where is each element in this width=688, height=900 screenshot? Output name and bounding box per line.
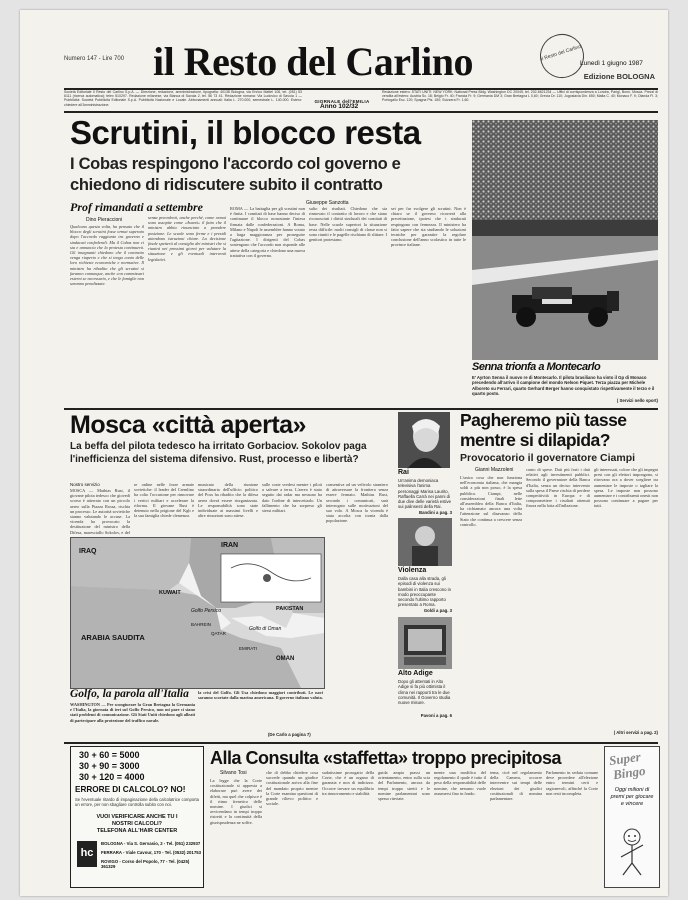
lead-col-4: sulto dei risultati. Chiedono che sia rinnovato il contratto di lavoro e che siano riconosciuti i diritti sindacali dei comitati di base. Nelle scuole superiori la situazione resta difficile: molti consigli di classe non si sono riuniti e le pagelle rischiano di slittare. I genitori protestano. [309,206,387,243]
library-stamp: il Resto del Carlino [534,28,589,83]
lead-byline-right: Giuseppe Sanzotta [306,200,349,206]
gulf-map [70,537,325,689]
consulta-headline: Alla Consulta «staffetta» troppo precipitosa [210,748,562,768]
imprint-right: Redazione estero: STATI UNITI: NEW YORK: National Press Bldg. Washington DC 20045, tel. 202-6621234 — Uffici di corrispondenza a Londra, Parigi, Bonn, Mosca. Prezzi di vendita all'estero: Austria Sc. 18; Belgio Fr. 40; Francia Fr. 9; Germania DM 3; Gran Bretagna L 0,60; Grecia Dr. 110; Jugoslavia Din. 650; Malta C. 40; Monaco F. 9; Olanda Fl. 3; Portogallo Esc. 120; Spagna Pts. 150; Svizzera Fr. 1,60. [382,90,658,103]
map-label-kuwait: KUWAIT [159,590,181,596]
ad-address-3: ROVIGO - Corso del Popolo, 77 - Tel. (0425) 361329 [101,859,190,869]
altoadige-ref: Pavoni a pag. 6 [420,713,452,718]
mosca-byline: Nostro servizio [70,482,100,487]
tasse-byline: Gianni Mazzoleni [475,467,514,473]
consulta-col-4: guida ampia prassi un orientamento, entro sulla scia del Parlamento, ancora da tempi troppo stretti e le nomine parlamentari sono spesso rinviate. [378,770,430,802]
violenza-text: Dalla casa alla strada, gli episodi di violenza sui bambini in Italia crescono in modo preoccupante secondo l'ultimo rapporto presentato a Roma. [398,576,452,608]
altoadige-text: Dopo gli attentati in Alto Adige si fa più ottimista il clima nei rapporti tra le due comunità. Il Governo studia nuove misure. [398,679,451,706]
issue-number: Numero 147 - Lire 700 [64,56,125,62]
senna-photo [472,120,658,360]
mosca-col-1: MOSCA — Mathias Rust, il giovane pilota tedesco che giovedì scorso è atterrato con un piccolo aereo sulla Piazza Rossa, rischia un processo. Le autorità sovietiche stanno valutando le accuse. La vicenda ha provocato la destituzione del ministro della Difesa, maresciallo Sokolov, e del [70,488,130,535]
lead-col-5: sei per far svolgere gli scrutini. Non è chiaro se il governo ricorrerà alla precettazione, ipotesi che i sindacati respingono con fermezza. Il ministero ha fatto sapere che sta studiando le soluzioni tecniche per garantire la regolare conclusione dell'anno scolastico in tutte le province italiane. [391,206,466,248]
altoadige-photo [398,617,452,669]
year-label: Anno 102/32 [320,103,359,110]
ad-error: ERRORE DI CALCOLO? NO! [75,785,186,794]
lead-col-2: senza precedenti, anche perché, come ormai sono assopite come «Avanti» il fatto che il ministro abbia rinunciato a prendere posizione. Le scuole sono ferme e i presidi attendono istruzioni chiare. La decisione finale spetterà al consiglio dei ministri che si riunirà nei prossimi giorni per valutare la situazione e gli eventuali interventi legislativi. [148,215,226,262]
ad-address-1: BOLOGNA - Via S. Gervasio, 2 - Tel. (051) 232937 [101,841,201,846]
superbingo-title-1: Super [608,748,642,769]
rai-ref: Bandini a pag. 3 [419,510,452,515]
map-label-saudi: ARABIA SAUDITA [81,633,145,642]
ad-cta-2: NOSTRI CALCOLI? [111,821,163,827]
map-label-emirati: EMIRATI [239,646,257,651]
altoadige-title: Alto Adige [398,670,433,677]
tasse-headline: Pagheremo più tasse mentre si dilapida? [460,410,627,450]
senna-ref: ( Servizi nello sport) [616,398,658,403]
ad-line-1: 30 + 60 = 5000 [79,750,140,760]
ad-line-2: 30 + 90 = 3000 [79,761,140,771]
gulf-text: WASHINGTON — Per scongiurare la Gran Bretagna la Germania e l'Italia, la giornata di ieri sul Golfo Persico, non mi pare ci siano stati problemi di comunicazione. Gli Stati Uniti chiedono agli alleati di partecipare alla protezione del traffico navale. [70,702,195,723]
regional-badge: GIORNALE dell'EMILIA [314,99,370,104]
superbingo-ad [604,746,660,888]
lead-byline-left: Dino Pieraccioni [86,217,123,223]
map-label-golfo-oman: Golfo di Oman [249,626,282,632]
consulta-col-6: tema, cioè nel regolamento della Camera, occorre intervenire sui tempi delle elezioni dei giudici costituzionali di nomina parlamentare. [490,770,542,802]
mosca-col-5: consentiva ad un velivolo straniero di attraversare la frontiera senza essere fermato. Mathias Rust, secondo i comunicati, sarà interrogato sulle motivazioni del suo volo. A Mosca la vicenda è stata accolta con ironia dalla popolazione. [326,482,388,524]
tasse-col-1: L'unica cosa che non funziona nell'economia italiana, che mangia soldi a più non posso, è la spesa pubblica. Ciampi, nelle considerazioni finali lette all'assemblea della Banca d'Italia, ha richiamato ancora una volta l'attenzione sul disavanzo dello Stato che continua a crescere senza controllo. [460,475,522,527]
map-label-bahrein: BAHREIN [191,622,212,627]
violenza-title: Violenza [398,567,427,574]
ad-line-3: 30 + 120 = 4000 [79,772,145,782]
superbingo-text: Oggi milioni di premi per giocare e vincere [610,787,654,807]
masthead-title: il Resto del Carlino [153,39,473,84]
mosca-col-4: sulle coste svedesi mentre i piloti a salvare a terra. L'aereo è stato seguito dai radar ma nessuno ha dato l'ordine di intercettarlo. Un fallimento che ha sorpreso gli stessi militari. [262,482,322,514]
consulta-byline: Silvano Tosi [220,770,247,776]
hair-center-ad [70,746,204,888]
tasse-subhead: Provocatorio il governatore Ciampi [460,452,636,464]
newspaper-page [20,10,668,896]
mosca-col-3: municato della riunione straordinaria dell'ufficio politico del Pcus ha ribadito che la difesa aerea dovrà essere riorganizzata. Le responsabilità sono state individuate ai massimi livelli e altre rimozioni sono attese. [198,482,258,519]
lead-subhead: I Cobas respingono l'accordo col governo e chiedono di ridiscutere subito il contratto [70,155,401,194]
issue-date: Lunedì 1 giugno 1987 [580,60,643,67]
rai-title: Rai [398,469,409,476]
mosca-subhead: La beffa del pilota tedesco ha irritato Gorbaciov. Sokolov paga l'inefficienza del sistema difensivo. Rust, processo e libertà? [70,441,367,465]
gulf-headline: Golfo, la parola all'Italia [70,688,189,700]
map-label-oman: OMAN [276,656,295,662]
map-label-qatar: QATAR [211,631,226,636]
ad-cta-3: TELEFONA ALL'HAIR CENTER [96,828,178,834]
ad-body: Se l'eventuale ritardo di impaginazione della calcolatrice comporta un errore, per non sbagliare controlla subito con noi. [75,797,199,808]
lead-kicker: Prof rimandati a settembre [70,200,203,214]
senna-caption-text: E' Ayrton Senna il nuovo re di Montecarlo. Il pilota brasiliano ha vinto il Gp di Monaco precedendo all'arrivo il campione del mondo Nelson Piquet. Terza piazza per Michele Alboreto su Ferrari, quarto Gerhard Berger hanno conquistato rispettivamente il terzo e il quarto posto. [472,375,655,396]
lead-col-1: Qualcuno questa volta, ha pensato che il blocco degli scrutini fosse ormai superato dopo l'accordo raggiunto tra governo e sindacati confederali. Ma il Cobas non ci sta e annuncia che la protesta continuerà. Gli insegnanti chiedono che il contratto venga riaperto e che si tenga conto delle loro richieste economiche e normative. Il ministro ha ribadito che gli scrutini si faranno comunque, anche con commissari esterni se necessario, e che le famiglie non saranno penalizzate. [70,224,144,287]
violenza-ref: Goldi a pag. 3 [423,608,452,613]
gulf-text-2: la crisi del Golfo. Gli Usa chiedono maggiori contributi. Le navi saranno scortate dalla marina americana. Il governo italiano valuta. [198,690,323,701]
mosca-col-2: re online nelle forze armate sovietiche: il leader del Cremlino ha colto l'occasione per rinnovare i vertici militari e accelerare la riforma. Il giovane Rust è detenuto nella prigione del Kgb e la sua famiglia chiede clemenza. [134,482,194,519]
map-label-iraq: IRAQ [79,548,97,555]
tasse-ref: ( Altri servizi a pag. 2) [613,730,658,735]
tasse-col-3: gli interessati, colore che gli impegni presi con gli elettori impongono, si ritrovano ora a dover scegliere tra aumentare le imposte o tagliare la spesa. Le imposte non possono aumentare e i contribuenti onesti non possono continuare a pagare per tutti. [594,467,658,509]
hair-center-logo: hc [77,841,97,867]
consulta-col-1: La legge che la Corte costituzionale si appresta a elaborare può avere dei difetti, ma quel che colpisce è il ritmo frenetico delle nomine. I giudici si avvicendano in tempi troppo ristretti e la continuità della giurisprudenza ne soffre. [210,778,262,825]
lead-headline: Scrutini, il blocco resta [70,114,421,151]
superbingo-mascot [613,825,651,877]
map-label-pakistan: PAKISTAN [276,606,304,612]
consulta-col-5: mente una modifica del regolamento il quale è tutto il peso della responsabilità delle nomine, che nessuno vuole assumersi fino in fondo. [434,770,486,796]
tasse-col-2: conto di spese. Dati più forti i dati relativi agli investimenti pubblici. Secondo il governatore della Banca d'Italia, senza un deciso intervento sulla spesa il Paese rischia di perdere competitività in Europa e di compromettere i risultati ottenuti finora nella lotta all'inflazione. [526,467,590,509]
ad-address-2: FERRARA - Viale Cavour, 170 - Tel. (0532) 201753 [101,850,201,855]
consulta-col-3: sudatissime prorogatio della Corte, che è un organo di garanzia e non di indirizzo. Occorre trovare un equilibrio tra rinnovamento e stabilità. [322,770,374,796]
superbingo-title-2: Bingo [612,762,647,783]
rai-text: Un'anima demoniaca televisiva l'anima personaggi Marisa Laurito, Raffaella Carrà nei panni di due dive delle varietà estive sui palinsesti della Rai. [398,478,452,510]
rai-photo [398,412,450,468]
imprint-left: Società Editoriale Il Resto del Carlino S.p.A. — Direzione, redazione, amministrazione, tipografia: 40138 Bologna, via Enrico Mattei 106, tel. (051) 53 6111 (ricerca automatica); telex 510297. Redazione milanese, via Bianca di Savoia 2, tel. 56 73 41. Redazione romana: Via Ludovico di Savoia 1 — Pubblicità: Società Pubblicità Editoriale S.p.A. Pubblicità Nazionale e Locale. Abbonamenti annuali: Italia L. 270.000, semestrale L. 140.000. Estero: chiedere all'Amministrazione. [64,90,302,107]
consulta-col-7: Parlamento in seduta comune deve procedere all'elezione entro termini certi e ragionevoli, affinché la Corte non resti incompleta. [546,770,598,796]
lead-col-3: ROMA — La battaglia per gli scrutini non è finita. I comitati di base hanno deciso di continuare il blocco nonostante l'intesa firmata dalle confederazioni. A Roma, Milano e Napoli le assemblee hanno votato a larga maggioranza per proseguire l'agitazione. I dirigenti del Cobas sostengono che l'accordo non risponde alle attese della categoria e chiedono una nuova trattativa con il governo. [230,206,305,258]
map-label-iran: IRAN [221,542,239,549]
senna-caption-title: Senna trionfa a Montecarlo [472,361,601,373]
consulta-col-2: che di debba chiedere cosa succede quando un giudice costituzionale arriva alla fine del mandato proprio mentre la Corte esamina questioni di grande rilievo politico e sociale. [266,770,318,807]
ad-cta-1: VUOI VERIFICARE ANCHE TU I [96,814,178,820]
map-label-golfo-persico: Golfo Persico [191,608,222,614]
gulf-ref: (De Carlo a pagina 7) [268,732,311,737]
edition-label: Edizione BOLOGNA [583,72,655,81]
mosca-headline: Mosca «città aperta» [70,411,306,439]
violenza-photo [398,518,452,566]
